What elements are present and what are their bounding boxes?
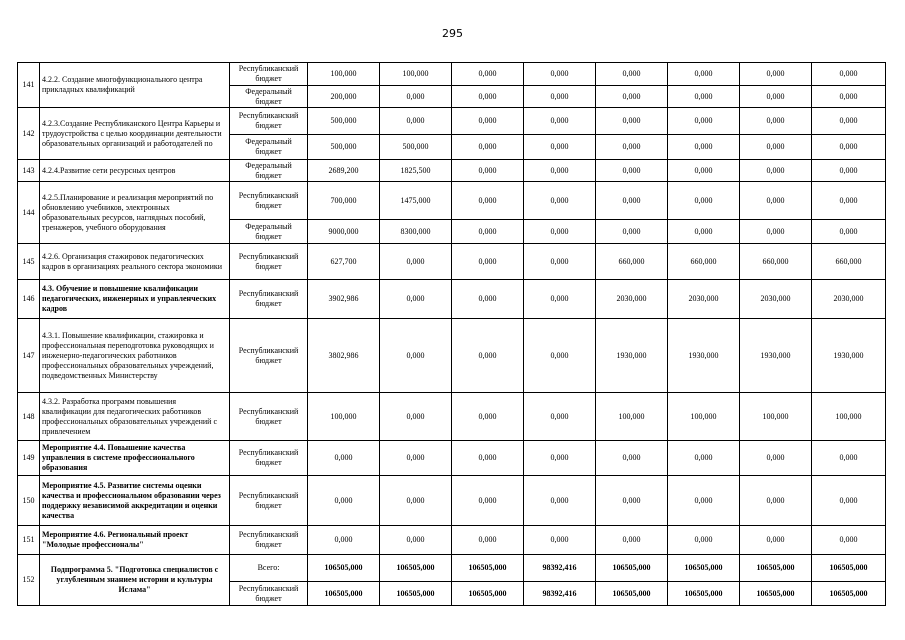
amount-cell: 106505,000 [380, 555, 452, 582]
amount-cell: 0,000 [668, 135, 740, 160]
amount-cell: 0,000 [308, 441, 380, 476]
amount-cell: 0,000 [380, 319, 452, 393]
amount-cell: 0,000 [452, 244, 524, 280]
amount-cell: 0,000 [740, 108, 812, 135]
funding-source: Республиканский бюджет [230, 582, 308, 606]
amount-cell: 106505,000 [308, 555, 380, 582]
funding-source: Республиканский бюджет [230, 476, 308, 526]
table-row [18, 182, 886, 220]
amount-cell: 0,000 [308, 476, 380, 526]
amount-cell: 0,000 [596, 220, 668, 244]
amount-cell: 0,000 [812, 182, 886, 220]
amount-cell: 0,000 [668, 86, 740, 108]
amount-cell: 100,000 [668, 393, 740, 441]
budget-table [17, 62, 886, 606]
measure-description: 4.2.3.Создание Республиканского Центра Карьеры и трудоустройства с целью координации деятельности образовательных организаций и работодателей по [40, 108, 230, 160]
amount-cell: 660,000 [740, 244, 812, 280]
amount-cell: 0,000 [524, 135, 596, 160]
row-number: 143 [18, 160, 40, 182]
amount-cell: 2030,000 [740, 280, 812, 319]
amount-cell: 0,000 [740, 160, 812, 182]
table-row [18, 319, 886, 393]
row-number: 144 [18, 182, 40, 244]
amount-cell: 100,000 [308, 63, 380, 86]
amount-cell: 1930,000 [740, 319, 812, 393]
amount-cell: 3902,986 [308, 280, 380, 319]
amount-cell: 0,000 [740, 63, 812, 86]
amount-cell: 106505,000 [740, 582, 812, 606]
funding-source: Республиканский бюджет [230, 182, 308, 220]
amount-cell: 100,000 [308, 393, 380, 441]
amount-cell: 1930,000 [668, 319, 740, 393]
amount-cell: 0,000 [524, 319, 596, 393]
funding-source: Республиканский бюджет [230, 441, 308, 476]
measure-description: 4.2.2. Создание многофункционального центра прикладных квалификаций [40, 63, 230, 108]
amount-cell: 0,000 [380, 526, 452, 555]
amount-cell: 0,000 [812, 108, 886, 135]
amount-cell: 0,000 [452, 441, 524, 476]
amount-cell: 0,000 [740, 86, 812, 108]
amount-cell: 0,000 [380, 476, 452, 526]
row-number: 147 [18, 319, 40, 393]
amount-cell: 0,000 [596, 108, 668, 135]
amount-cell: 0,000 [812, 220, 886, 244]
funding-source: Республиканский бюджет [230, 280, 308, 319]
amount-cell: 0,000 [596, 63, 668, 86]
table-row [18, 63, 886, 86]
table-row [18, 160, 886, 182]
amount-cell: 100,000 [812, 393, 886, 441]
amount-cell: 0,000 [380, 108, 452, 135]
amount-cell: 2689,200 [308, 160, 380, 182]
amount-cell: 100,000 [740, 393, 812, 441]
funding-source: Федеральный бюджет [230, 160, 308, 182]
amount-cell: 1930,000 [812, 319, 886, 393]
table-row [18, 526, 886, 555]
amount-cell: 1825,500 [380, 160, 452, 182]
measure-description: 4.3.1. Повышение квалификации, стажировка и профессиональная переподготовка руководящих и инженерно-педагогических работников профессиональных образовательных учреждений, подведомственных Министерству [40, 319, 230, 393]
amount-cell: 0,000 [452, 220, 524, 244]
table-row [18, 476, 886, 526]
row-number: 150 [18, 476, 40, 526]
amount-cell: 1475,000 [380, 182, 452, 220]
funding-source: Федеральный бюджет [230, 220, 308, 244]
amount-cell: 0,000 [380, 441, 452, 476]
amount-cell: 0,000 [308, 526, 380, 555]
row-number: 151 [18, 526, 40, 555]
amount-cell: 0,000 [812, 441, 886, 476]
measure-description: Подпрограмма 5. "Подготовка специалистов с углубленным знанием истории и культуры Ислама" [40, 555, 230, 606]
amount-cell: 106505,000 [380, 582, 452, 606]
amount-cell: 0,000 [668, 182, 740, 220]
amount-cell: 700,000 [308, 182, 380, 220]
table-body [18, 63, 886, 606]
amount-cell: 0,000 [812, 476, 886, 526]
amount-cell: 0,000 [452, 280, 524, 319]
amount-cell: 0,000 [668, 108, 740, 135]
amount-cell: 0,000 [524, 244, 596, 280]
amount-cell: 0,000 [668, 441, 740, 476]
amount-cell: 0,000 [452, 63, 524, 86]
amount-cell: 0,000 [596, 135, 668, 160]
amount-cell: 0,000 [668, 160, 740, 182]
amount-cell: 0,000 [452, 135, 524, 160]
amount-cell: 106505,000 [452, 555, 524, 582]
amount-cell: 9000,000 [308, 220, 380, 244]
row-number: 148 [18, 393, 40, 441]
funding-source: Федеральный бюджет [230, 135, 308, 160]
amount-cell: 0,000 [380, 393, 452, 441]
amount-cell: 500,000 [380, 135, 452, 160]
amount-cell: 0,000 [524, 220, 596, 244]
amount-cell: 2030,000 [668, 280, 740, 319]
amount-cell: 0,000 [596, 441, 668, 476]
amount-cell: 0,000 [740, 441, 812, 476]
amount-cell: 0,000 [452, 86, 524, 108]
table-row [18, 441, 886, 476]
amount-cell: 0,000 [740, 135, 812, 160]
table-row [18, 393, 886, 441]
amount-cell: 0,000 [452, 108, 524, 135]
amount-cell: 0,000 [380, 280, 452, 319]
amount-cell: 0,000 [596, 182, 668, 220]
measure-description: Мероприятие 4.5. Развитие системы оценки качества и профессиональном образовании через поддержку независимой аккредитации и оценки качества [40, 476, 230, 526]
table-row [18, 244, 886, 280]
amount-cell: 0,000 [524, 160, 596, 182]
amount-cell: 0,000 [452, 160, 524, 182]
amount-cell: 0,000 [524, 393, 596, 441]
amount-cell: 0,000 [524, 108, 596, 135]
amount-cell: 200,000 [308, 86, 380, 108]
amount-cell: 500,000 [308, 108, 380, 135]
amount-cell: 0,000 [740, 526, 812, 555]
row-number: 152 [18, 555, 40, 606]
amount-cell: 0,000 [668, 476, 740, 526]
table-row [18, 108, 886, 135]
amount-cell: 0,000 [668, 220, 740, 244]
amount-cell: 2030,000 [596, 280, 668, 319]
row-number: 149 [18, 441, 40, 476]
amount-cell: 0,000 [524, 86, 596, 108]
amount-cell: 0,000 [668, 63, 740, 86]
amount-cell: 0,000 [524, 280, 596, 319]
amount-cell: 0,000 [812, 86, 886, 108]
amount-cell: 0,000 [452, 476, 524, 526]
amount-cell: 106505,000 [740, 555, 812, 582]
amount-cell: 98392,416 [524, 555, 596, 582]
amount-cell: 106505,000 [668, 555, 740, 582]
amount-cell: 627,700 [308, 244, 380, 280]
row-number: 146 [18, 280, 40, 319]
amount-cell: 0,000 [452, 319, 524, 393]
amount-cell: 0,000 [380, 244, 452, 280]
measure-description: 4.3. Обучение и повышение квалификации педагогических, инженерных и управленческих кадров [40, 280, 230, 319]
amount-cell: 8300,000 [380, 220, 452, 244]
measure-description: 4.2.4.Развитие сети ресурсных центров [40, 160, 230, 182]
amount-cell: 0,000 [740, 182, 812, 220]
amount-cell: 106505,000 [308, 582, 380, 606]
amount-cell: 0,000 [524, 526, 596, 555]
amount-cell: 660,000 [668, 244, 740, 280]
amount-cell: 106505,000 [668, 582, 740, 606]
amount-cell: 0,000 [812, 135, 886, 160]
amount-cell: 0,000 [452, 393, 524, 441]
amount-cell: 0,000 [596, 526, 668, 555]
amount-cell: 106505,000 [812, 582, 886, 606]
amount-cell: 0,000 [524, 63, 596, 86]
amount-cell: 1930,000 [596, 319, 668, 393]
amount-cell: 0,000 [380, 86, 452, 108]
amount-cell: 500,000 [308, 135, 380, 160]
funding-source: Федеральный бюджет [230, 86, 308, 108]
funding-source: Республиканский бюджет [230, 244, 308, 280]
row-number: 145 [18, 244, 40, 280]
amount-cell: 106505,000 [812, 555, 886, 582]
amount-cell: 0,000 [524, 441, 596, 476]
measure-description: 4.2.5.Планирование и реализация мероприятий по обновлению учебников, электронных образовательных ресурсов, наглядных пособий, тренажеров, учебного оборудования [40, 182, 230, 244]
funding-source: Республиканский бюджет [230, 393, 308, 441]
amount-cell: 0,000 [452, 526, 524, 555]
measure-description: Мероприятие 4.4. Повышение качества управления в системе профессионального образования [40, 441, 230, 476]
amount-cell: 0,000 [596, 476, 668, 526]
amount-cell: 660,000 [596, 244, 668, 280]
measure-description: 4.2.6. Организация стажировок педагогических кадров в организациях реального сектора экономики [40, 244, 230, 280]
amount-cell: 100,000 [380, 63, 452, 86]
funding-source: Республиканский бюджет [230, 108, 308, 135]
funding-source: Республиканский бюджет [230, 63, 308, 86]
amount-cell: 0,000 [812, 160, 886, 182]
amount-cell: 106505,000 [596, 555, 668, 582]
amount-cell: 0,000 [524, 476, 596, 526]
row-number: 141 [18, 63, 40, 108]
amount-cell: 0,000 [524, 182, 596, 220]
amount-cell: 0,000 [740, 220, 812, 244]
amount-cell: 106505,000 [596, 582, 668, 606]
funding-source: Республиканский бюджет [230, 319, 308, 393]
amount-cell: 106505,000 [452, 582, 524, 606]
amount-cell: 0,000 [668, 526, 740, 555]
amount-cell: 3802,986 [308, 319, 380, 393]
funding-source: Всего: [230, 555, 308, 582]
amount-cell: 0,000 [812, 63, 886, 86]
amount-cell: 0,000 [812, 526, 886, 555]
row-number: 142 [18, 108, 40, 160]
amount-cell: 98392,416 [524, 582, 596, 606]
amount-cell: 660,000 [812, 244, 886, 280]
funding-source: Республиканский бюджет [230, 526, 308, 555]
amount-cell: 2030,000 [812, 280, 886, 319]
measure-description: 4.3.2. Разработка программ повышения квалификации для педагогических работников профессиональных образовательных учреждений с привлечением [40, 393, 230, 441]
amount-cell: 0,000 [452, 182, 524, 220]
amount-cell: 0,000 [596, 160, 668, 182]
amount-cell: 0,000 [596, 86, 668, 108]
amount-cell: 0,000 [740, 476, 812, 526]
amount-cell: 100,000 [596, 393, 668, 441]
table-row [18, 555, 886, 582]
measure-description: Мероприятие 4.6. Региональный проект "Молодые профессионалы" [40, 526, 230, 555]
page-number: 295 [442, 27, 463, 40]
table-row [18, 280, 886, 319]
